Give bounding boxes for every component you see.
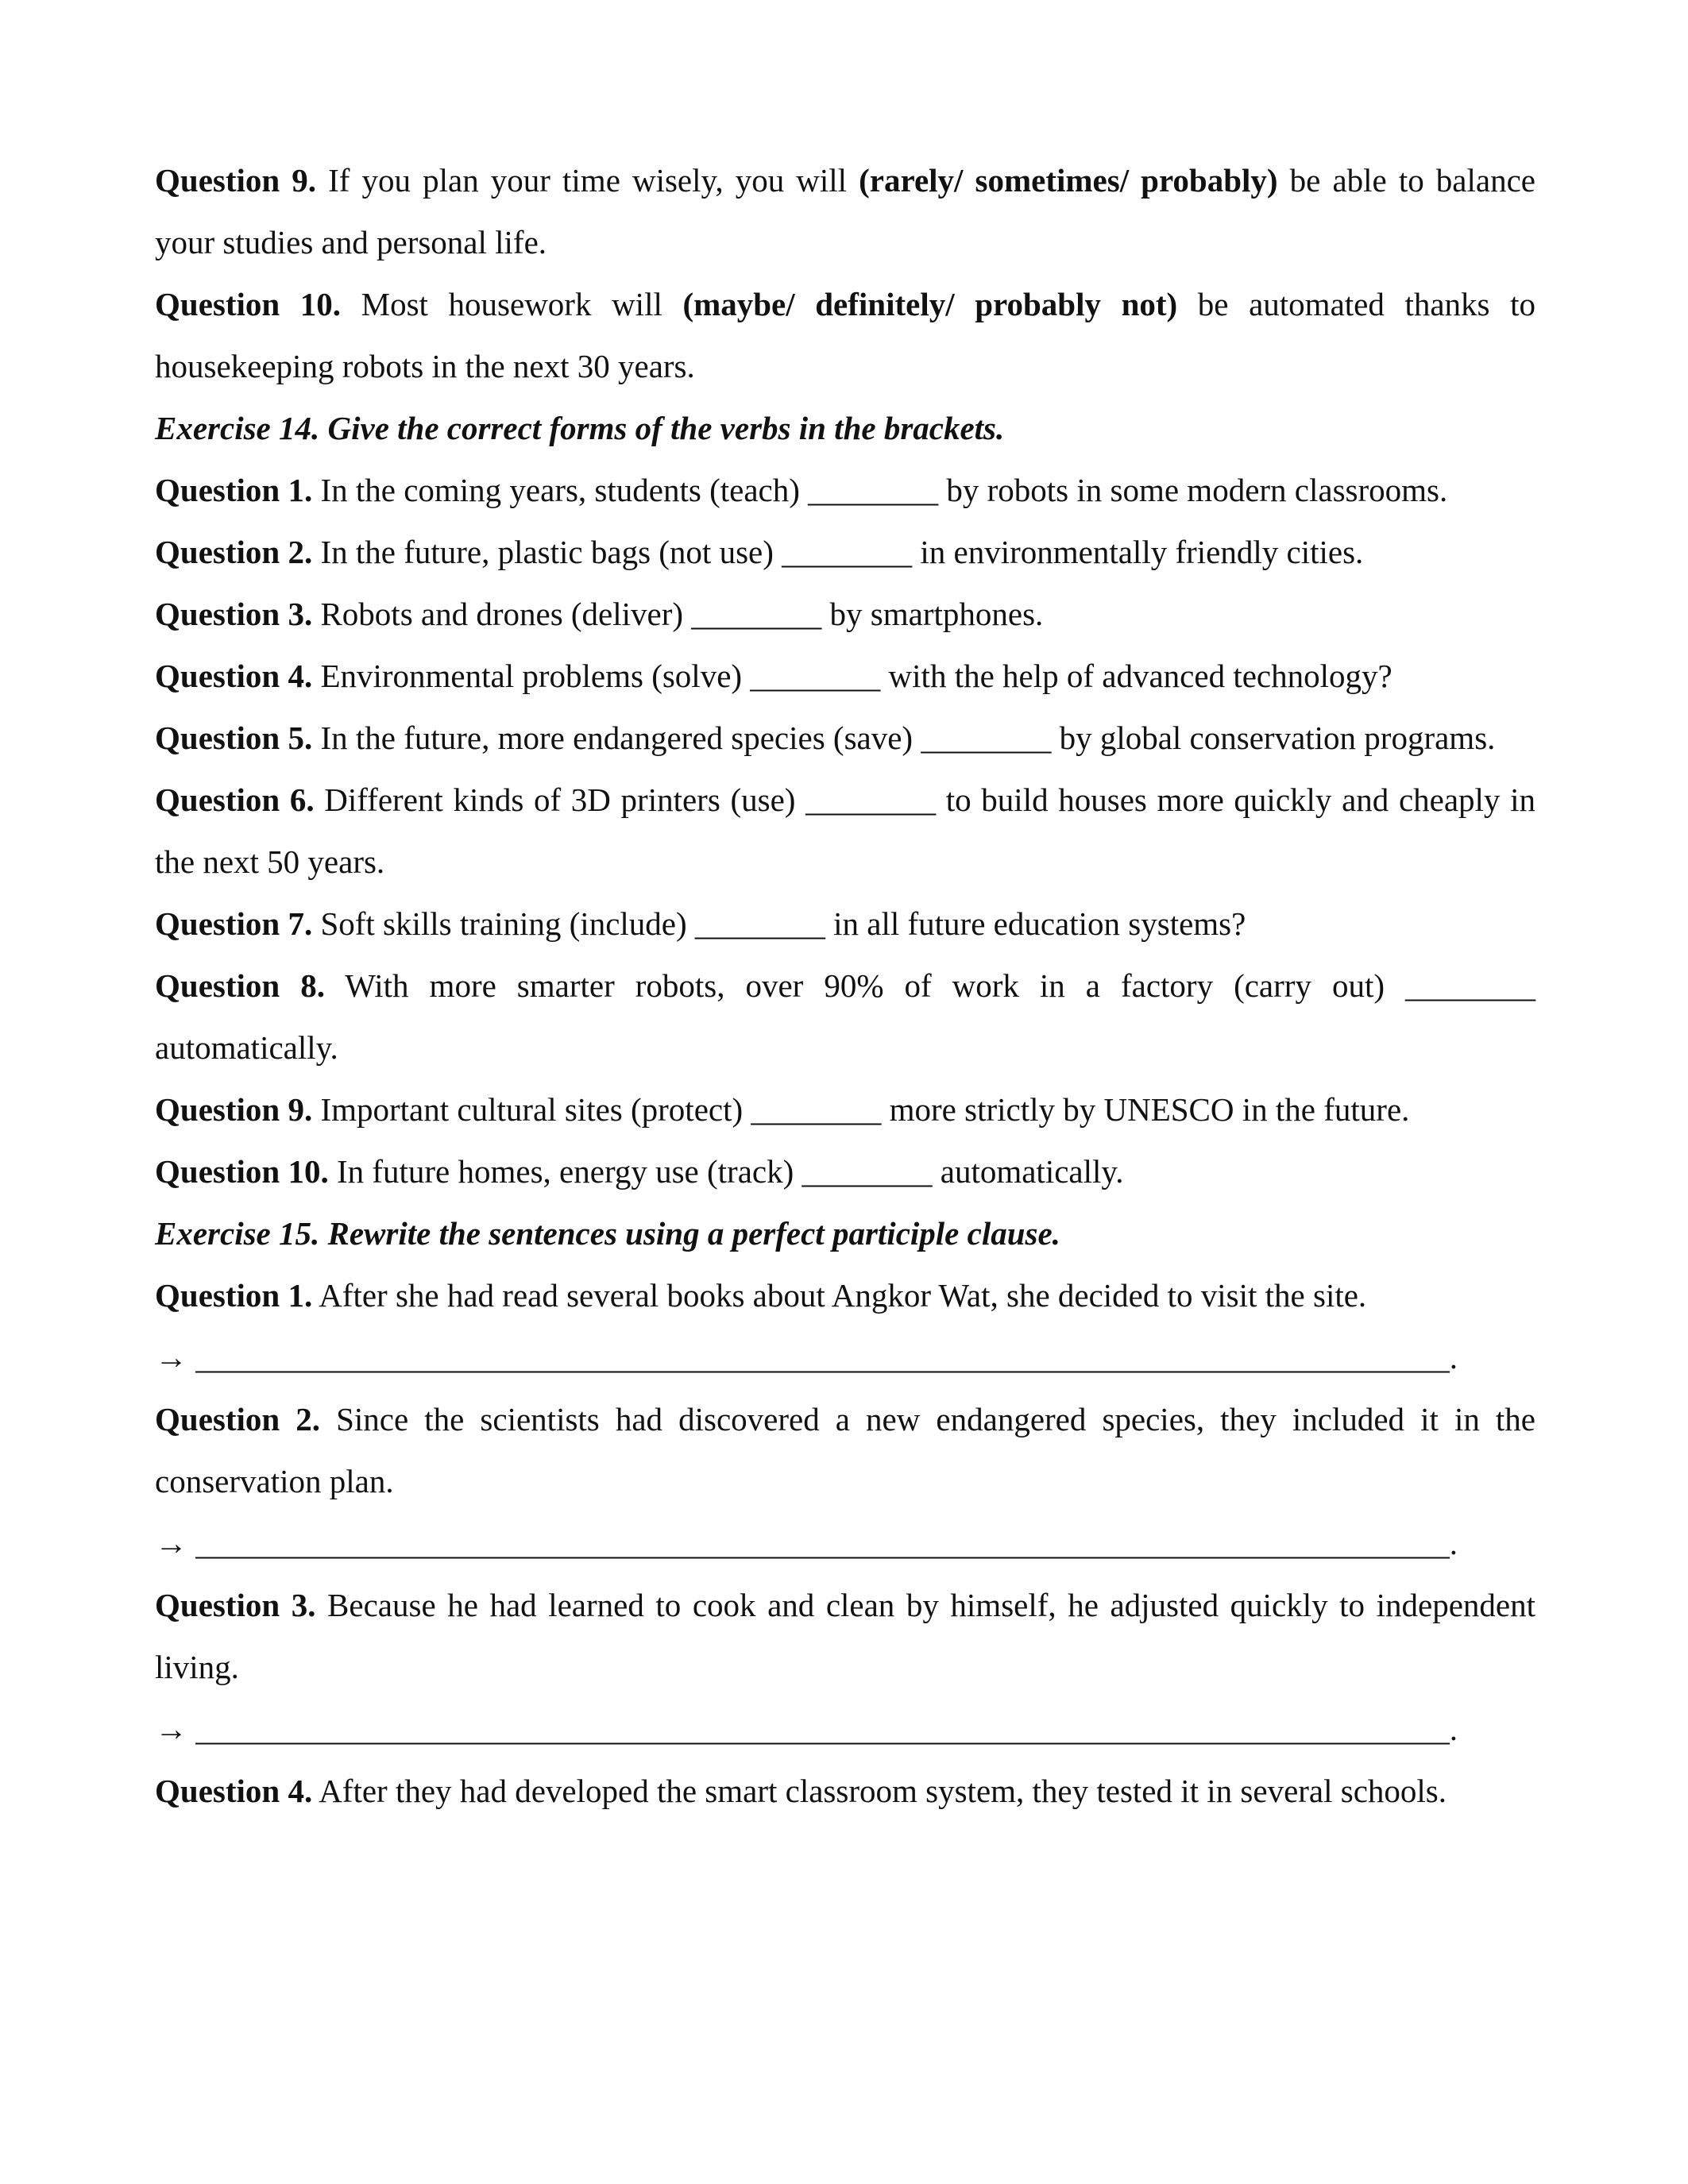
question-label: Question 8.	[155, 967, 325, 1004]
question-text: In future homes, energy use (track) ________ automatically.	[328, 1153, 1124, 1190]
ex13-question-9	[155, 149, 1535, 273]
answer-line[interactable]: → _____________________________________________________________________________.	[155, 1525, 1458, 1561]
question-text: Soft skills training (include) ________ in all future education systems?	[312, 905, 1246, 942]
question-text: be automated thanks to housekeeping robots in the next 30 years.	[155, 286, 1535, 384]
question-label: Question 9.	[155, 1091, 313, 1128]
ex14-question-8	[155, 955, 1535, 1078]
ex15-question-1	[155, 1264, 1535, 1326]
question-label: Question 5.	[155, 720, 313, 756]
question-text: In the coming years, students (teach) ________ by robots in some modern classrooms.	[312, 472, 1448, 508]
answer-line[interactable]: → _____________________________________________________________________________.	[155, 1339, 1458, 1376]
answer-choices: (maybe/ definitely/ probably not)	[682, 286, 1178, 322]
answer-line[interactable]: → _____________________________________________________________________________.	[155, 1711, 1458, 1747]
question-text: After they had developed the smart classroom system, they tested it in several schools.	[312, 1773, 1447, 1809]
question-text: After she had read several books about Angkor Wat, she decided to visit the site.	[312, 1277, 1367, 1314]
question-text: With more smarter robots, over 90% of work in a factory (carry out) ________ automatically.	[155, 967, 1535, 1066]
ex14-question-3	[155, 583, 1535, 645]
question-label: Question 3.	[155, 596, 313, 632]
ex14-question-10	[155, 1140, 1535, 1202]
question-label: Question 7.	[155, 905, 313, 942]
exercise-14-heading: Exercise 14. Give the correct forms of the verbs in the brackets.	[155, 410, 1005, 446]
question-label: Question 1.	[155, 1277, 313, 1314]
question-label: Question 1.	[155, 472, 313, 508]
question-text: Different kinds of 3D printers (use) ________ to build houses more quickly and cheaply in the next 50 years.	[155, 781, 1535, 880]
question-text: In the future, more endangered species (save) ________ by global conservation programs.	[312, 720, 1496, 756]
ex14-question-9	[155, 1078, 1535, 1140]
ex14-question-2	[155, 521, 1535, 583]
question-text: Most housework will	[341, 286, 683, 322]
question-label: Question 9.	[155, 162, 317, 199]
question-text: be able to balance your studies and personal life.	[155, 162, 1535, 260]
question-label: Question 6.	[155, 781, 315, 818]
question-label: Question 4.	[155, 658, 313, 694]
ex15-question-3	[155, 1574, 1535, 1698]
ex14-question-5	[155, 707, 1535, 769]
question-text: In the future, plastic bags (not use) ________ in environmentally friendly cities.	[312, 534, 1364, 570]
answer-choices: (rarely/ sometimes/ probably)	[859, 162, 1278, 199]
question-label: Question 10.	[155, 286, 342, 322]
ex14-question-1	[155, 459, 1535, 521]
worksheet-page	[155, 149, 1535, 1822]
question-label: Question 2.	[155, 1401, 321, 1437]
ex15-question-4	[155, 1760, 1535, 1822]
question-text: Since the scientists had discovered a new endangered species, they included it in the conservation plan.	[155, 1401, 1535, 1499]
question-label: Question 3.	[155, 1587, 316, 1623]
exercise-15-heading: Exercise 15. Rewrite the sentences using a perfect participle clause.	[155, 1215, 1060, 1252]
question-text: Important cultural sites (protect) ________ more strictly by UNESCO in the future.	[312, 1091, 1410, 1128]
ex15-question-2	[155, 1388, 1535, 1512]
question-text: Robots and drones (deliver) ________ by smartphones.	[312, 596, 1044, 632]
ex14-question-4	[155, 645, 1535, 707]
ex13-question-10	[155, 273, 1535, 397]
question-text: Environmental problems (solve) ________ with the help of advanced technology?	[312, 658, 1393, 694]
question-text: Because he had learned to cook and clean by himself, he adjusted quickly to independent living.	[155, 1587, 1535, 1685]
ex14-question-6	[155, 769, 1535, 893]
question-text: If you plan your time wisely, you will	[316, 162, 859, 199]
question-label: Question 4.	[155, 1773, 313, 1809]
question-label: Question 2.	[155, 534, 313, 570]
question-label: Question 10.	[155, 1153, 329, 1190]
ex14-question-7	[155, 893, 1535, 955]
